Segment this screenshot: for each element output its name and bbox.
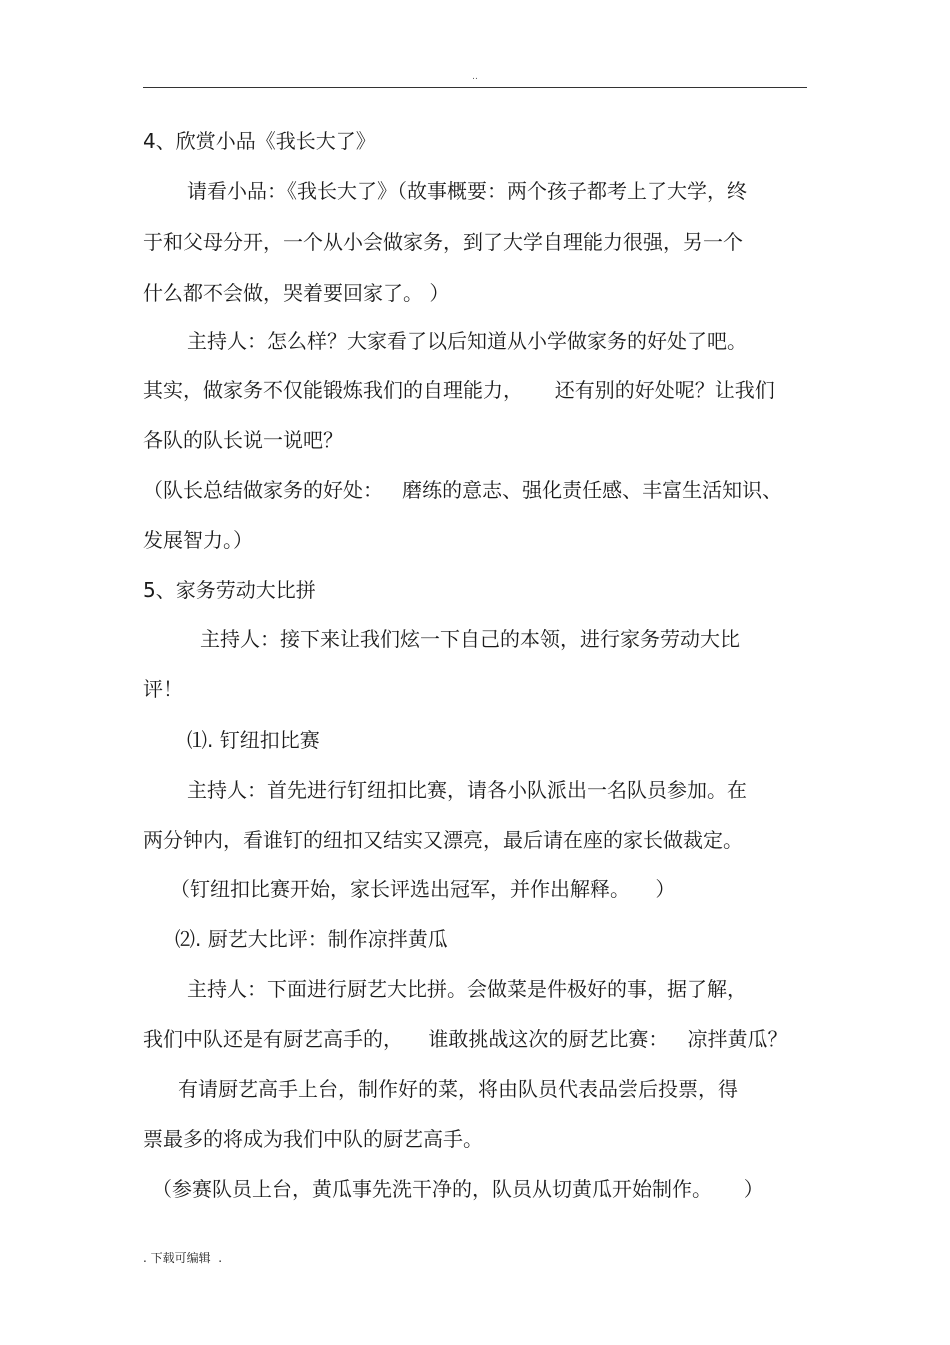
paragraph-line: （参赛队员上台，黄瓜事先洗干净的，队员从切黄瓜开始制作。 ） xyxy=(152,1177,764,1201)
paragraph-line: 主持人：下面进行厨艺大比拼。会做菜是件极好的事，据了解， xyxy=(187,977,747,1001)
paragraph-line: 主持人：接下来让我们炫一下自己的本领，进行家务劳动大比 xyxy=(200,627,740,651)
header-rule xyxy=(143,87,807,88)
paragraph-line: 发展智力。） xyxy=(143,528,253,552)
paragraph-line: 请看小品：《我长大了》（故事概要：两个孩子都考上了大学，终 xyxy=(187,179,747,203)
subsection-heading-2: ⑵. 厨艺大比评：制作凉拌黄瓜 xyxy=(175,927,448,951)
paragraph-line: 票最多的将成为我们中队的厨艺高手。 xyxy=(143,1127,483,1151)
paragraph-line: （队长总结做家务的好处： 磨练的意志、强化责任感、丰富生活知识、 xyxy=(143,478,783,502)
paragraph-line: 我们中队还是有厨艺高手的， 谁敢挑战这次的厨艺比赛： 凉拌黄瓜？ xyxy=(143,1027,788,1051)
paragraph-line: 评！ xyxy=(143,677,183,701)
section-heading-5: 5、家务劳动大比拼 xyxy=(143,578,316,602)
paragraph-line: （钉纽扣比赛开始，家长评选出冠军，并作出解释。 ） xyxy=(170,877,676,901)
paragraph-line: 有请厨艺高手上台，制作好的菜，将由队员代表品尝后投票，得 xyxy=(178,1077,738,1101)
paragraph-line: 于和父母分开，一个从小会做家务，到了大学自理能力很强，另一个 xyxy=(143,230,743,254)
paragraph-line: 两分钟内，看谁钉的纽扣又结实又漂亮，最后请在座的家长做裁定。 xyxy=(143,828,743,852)
subsection-heading-1: ⑴. 钉纽扣比赛 xyxy=(187,728,320,752)
header-mark: .. xyxy=(472,72,478,82)
section-heading-4: 4、欣赏小品《我长大了》 xyxy=(143,129,376,153)
paragraph-line: 什么都不会做，哭着要回家了。 ） xyxy=(143,281,450,305)
footer-note: . 下载可编辑 . xyxy=(143,1251,223,1265)
paragraph-line: 主持人：首先进行钉纽扣比赛，请各小队派出一名队员参加。在 xyxy=(187,778,747,802)
paragraph-line: 主持人：怎么样？大家看了以后知道从小学做家务的好处了吧。 xyxy=(187,329,747,353)
paragraph-line: 其实，做家务不仅能锻炼我们的自理能力， 还有别的好处呢？让我们 xyxy=(143,378,775,402)
paragraph-line: 各队的队长说一说吧？ xyxy=(143,428,343,452)
